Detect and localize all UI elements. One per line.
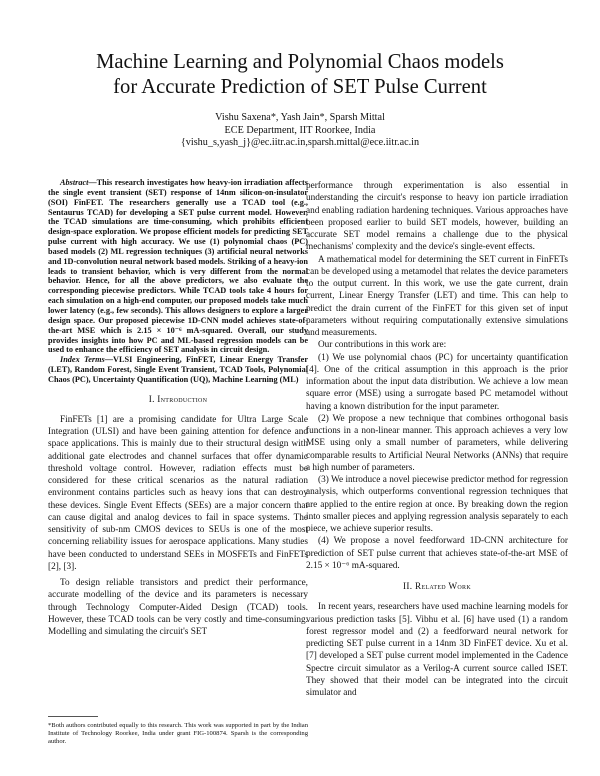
contribution-3: (3) We introduce a novel piecewise predictor method for regression analysis, which outperforms conventional regression techniques that are applied to the entire region at once. By breaking down the region into smaller pieces and applying regression analysis separately to each piece, we achieve superior results. xyxy=(306,475,568,534)
contributions-intro: Our contributions in this work are: xyxy=(318,340,447,351)
right-paragraph-2: A mathematical model for determining the SET current in FinFETs can be developed using a metamodel that relates the device parameters to the output current. In this work, we use the gate current, drain current, Linear Energy Transfer (LET) and time. This can help to predict the drain current of the FinFET for this given set of input parameters without requiring computationally extensive simulations and measurements. xyxy=(306,254,568,338)
abstract xyxy=(48,178,308,355)
abstract-label: Abstract xyxy=(60,178,89,187)
intro-paragraph-1: FinFETs [1] are a promising candidate for Ultra Large Scale Integration (ULSI) and have been gaining attention for defence and space applications. This is mainly due to their structural design with additional gate electrodes and channel surfaces that offer dynamic threshold voltage control. However, radiation effects must be considered for these critical scenarios as the natural radiation environment contains particles such as heavy ions that can destroy these devices. Single Event Effects (SEEs) are a major concern that can cause digital and analog devices to fail in space systems. The sensitivity of sub-nm CMOS devices to SEUs is one of the most concerning reliability issues for aerospace applications. Many studies have been conducted to understand SEEs in MOSFETs and FinFETs [2], [3]. xyxy=(48,414,308,572)
author-affiliation: ECE Department, IIT Roorkee, India xyxy=(224,124,376,136)
author-email: {vishu_s,yash_j}@ec.iitr.ac.in,sparsh.mittal@ece.iitr.ac.in xyxy=(180,137,420,149)
section-heading-related-work: II. Related Work xyxy=(403,582,471,592)
title-line-1: Machine Learning and Polynomial Chaos models xyxy=(96,51,504,73)
contribution-2: (2) We propose a new technique that combines orthogonal basis functions in a non-linear manner. This approach achieves a very low MSE using only a small number of parameters, while delivering comparable results to Artificial Neural Networks (ANNs) that require a high number of parameters. xyxy=(306,413,568,473)
footnote-rule xyxy=(48,716,98,717)
contribution-1: (1) We use polynomial chaos (PC) for uncertainty quantification [4]. One of the critical assumption in this approach is the prior information about the input data distribution. We achieve a low mean square error (MSE) using a surrogate based PC metamodel without having a known distribution for the input parameter. xyxy=(306,352,568,412)
intro-paragraph-2: To design reliable transistors and predict their performance, accurate modelling of the device and its parameters is necessary through Technology Computer-Aided Design (TCAD) tools. However, these TCAD tools can be very costly and time-consuming. Modelling and simulating the circuit's SET xyxy=(48,578,308,638)
index-terms-text: —VLSI Engineering, FinFET, Linear Energy Transfer (LET), Random Forest, Single Event Transient, TCAD Tools, Polynomial Chaos (PC), Uncertainty Quantification (UQ), Machine Learning (ML) xyxy=(48,355,308,384)
contribution-4: (4) We propose a novel feedforward 1D-CNN architecture for prediction of SET pulse current that achieves state-of-the-art MSE of 2.15 × 10⁻⁶ mA-squared. xyxy=(306,536,568,571)
abstract-text: —This research investigates how heavy-ion irradiation affects the single event transient (SET) response of 14nm silicon-on-insulator (SOI) FinFET. The researchers generally use a TCAD tool (e.g., Sentaurus TCAD) for developing a SET pulse current model. However, the TCAD simulations are time-consuming, which prohibits efficient design-space exploration. We propose efficient models for predicting SET pulse current with high accuracy. We use (1) polynomial chaos (PC) based models (2) ML regression techniques (3) artificial neural networks and 1D-convolution neural network based models. Striking of a heavy-ion leads to transient behavior, which is very different from the normal behavior. Hence, for all the above predictors, we also evaluate the corresponding piecewise predictors. While TCAD tools take 4 hours for each simulation on a high-end computer, our proposed models take much lower latency (e.g., few seconds). This allows designers to explore a larger design space. Our proposed piecewise 1D-CNN model achieves state-of-the-art MSE which is 2.15 × 10⁻⁶ mA-squared. Overall, our study provides insights into how PC and ML-based regression models can be used to enhance the efficiency of SET analysis in circuit design. xyxy=(48,178,308,355)
related-work-paragraph: In recent years, researchers have used machine learning models for various prediction tasks [5]. Vibhu et al. [6] have used (1) a random forest regressor model and (2) a feedforward neural network for predicting SET pulse current in a 14nm 3D FinFET device. Xu et al. [7] developed a SET pulse current model implemented in the Cadence Spectre circuit simulator as a Verilog-A current source called ISET. They showed that their model can be integrated into the circuit simulator and xyxy=(306,602,568,698)
section-heading-introduction: I. Introduction xyxy=(148,394,208,405)
paper-title xyxy=(30,50,570,100)
author-block xyxy=(30,112,570,150)
right-paragraph-1: performance through experimentation is also essential in understanding the circuit's response to heavy ion particle irradiation and enabling radiation hardening techniques. Various approaches have been proposed earlier to build SET models, however, building an accurate SET model remains a challenge due to the physical mechanisms' complexity and the device's single-event effects. xyxy=(306,181,568,253)
left-column xyxy=(48,178,308,638)
footnote: *Both authors contributed equally to this research. This work was supported in part by the Indian Institute of Technology Roorkee, India under grant FIG-100874. Sparsh is the corresponding author. xyxy=(48,722,308,745)
author-names: Vishu Saxena*, Yash Jain*, Sparsh Mittal xyxy=(215,112,385,123)
right-column xyxy=(306,180,568,699)
title-line-2: for Accurate Prediction of SET Pulse Current xyxy=(113,76,487,98)
index-terms xyxy=(48,355,308,385)
index-terms-label: Index Terms xyxy=(60,355,105,365)
